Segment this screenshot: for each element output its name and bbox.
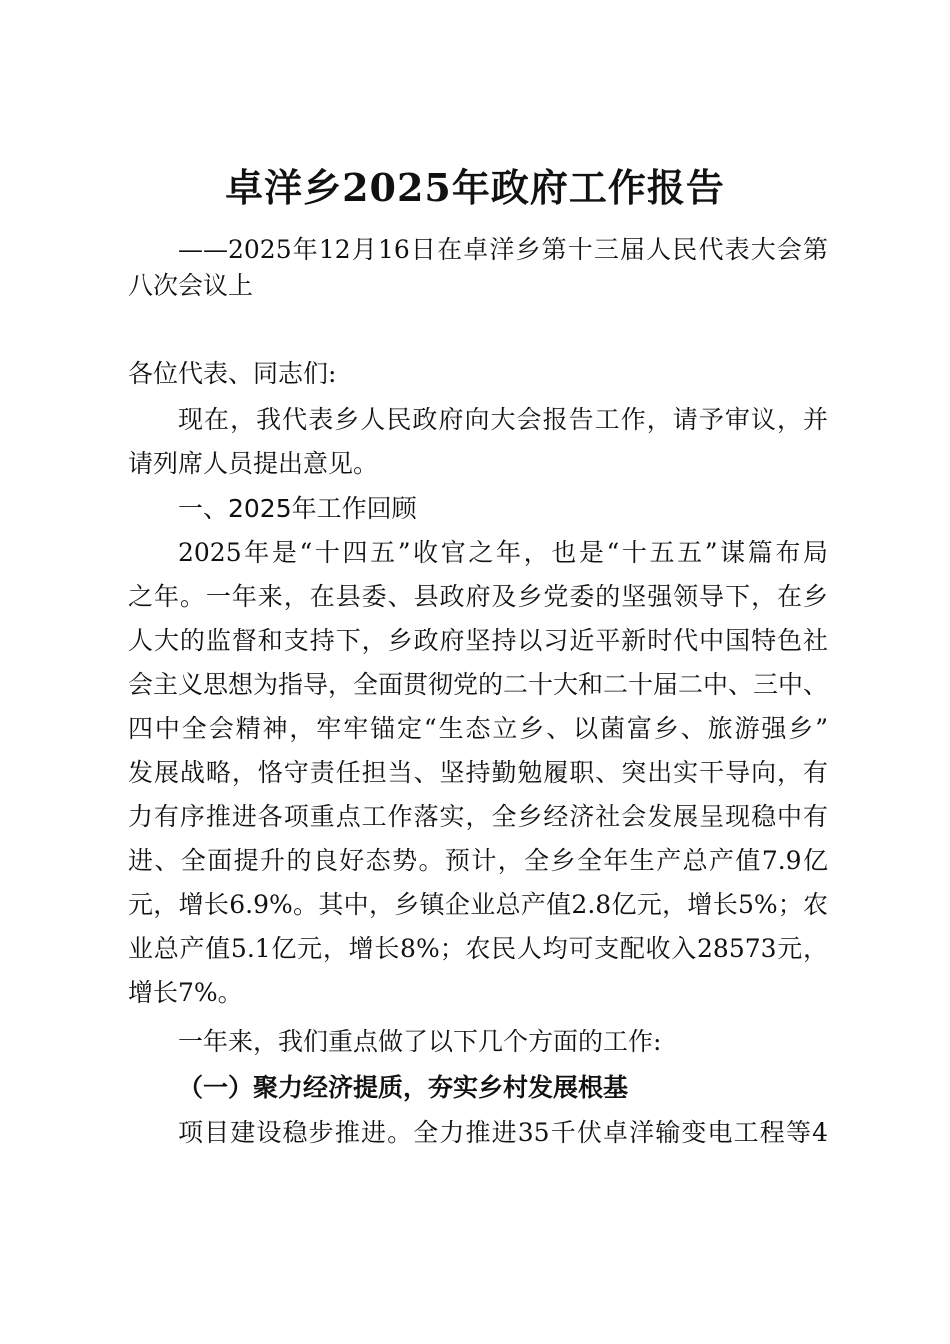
paragraph-line: 力有序推进各项重点工作落实，全乡经济社会发展呈现稳中有: [128, 802, 828, 831]
subtitle-line: ——2025年12月16日在卓洋乡第十三届人民代表大会第: [178, 235, 828, 264]
paragraph-line: 发展战略，恪守责任担当、坚持勤勉履职、突出实干导向，有: [128, 758, 828, 787]
paragraph-line: 元，增长6.9%。其中，乡镇企业总产值2.8亿元，增长5%；农: [128, 890, 828, 919]
subsection-heading: （一）聚力经济提质，夯实乡村发展根基: [178, 1073, 629, 1102]
subtitle-line: 八次会议上: [128, 271, 254, 300]
summary-line: 一年来，我们重点做了以下几个方面的工作:: [178, 1027, 662, 1056]
paragraph-line: 之年。一年来，在县委、县政府及乡党委的坚强领导下，在乡: [128, 582, 828, 611]
paragraph-line: 项目建设稳步推进。全力推进35千伏卓洋输变电工程等4: [178, 1118, 828, 1147]
paragraph-line: 业总产值5.1亿元，增长8%；农民人均可支配收入28573元，: [128, 934, 828, 963]
section-heading: 一、2025年工作回顾: [178, 494, 417, 523]
intro-line: 请列席人员提出意见。: [128, 449, 379, 478]
intro-line: 现在，我代表乡人民政府向大会报告工作，请予审议，并: [178, 405, 828, 434]
paragraph-line: 增长7%。: [128, 978, 243, 1007]
paragraph-line: 四中全会精神，牢牢锚定“生态立乡、以菌富乡、旅游强乡”: [128, 714, 828, 743]
paragraph-line: 2025年是“十四五”收官之年，也是“十五五”谋篇布局: [178, 538, 828, 567]
paragraph-line: 会主义思想为指导，全面贯彻党的二十大和二十届二中、三中、: [128, 670, 829, 699]
salutation: 各位代表、同志们:: [128, 359, 337, 388]
document-title: 卓洋乡2025年政府工作报告: [225, 165, 725, 210]
paragraph-line: 人大的监督和支持下，乡政府坚持以习近平新时代中国特色社: [128, 626, 828, 655]
paragraph-line: 进、全面提升的良好态势。预计，全乡全年生产总产值7.9亿: [128, 846, 828, 875]
